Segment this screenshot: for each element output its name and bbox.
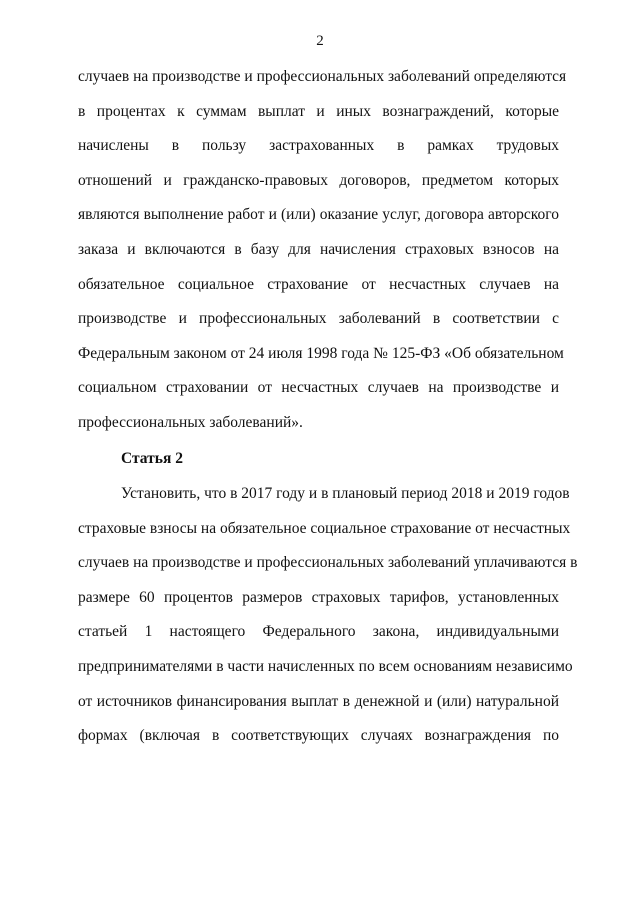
text-line: случаев на производстве и профессиональных заболеваний уплачиваются в (78, 554, 578, 572)
text-line: Федеральным законом от 24 июля 1998 года № 125-ФЗ «Об обязательном (78, 344, 564, 362)
text-line: от источников финансирования выплат в денежной и (или) натуральной (78, 692, 559, 710)
text-line: формах (включая в соответствующих случаях вознаграждения по (78, 727, 559, 745)
article-2-paragraph (78, 484, 578, 761)
text-line: производстве и профессиональных заболеваний в соответствии с (78, 310, 559, 328)
text-line: начислены в пользу застрахованных в рамках трудовых (78, 137, 559, 155)
text-line: случаев на производстве и профессиональных заболеваний определяются (78, 68, 567, 85)
text-line: статьей 1 настоящего Федерального закона, индивидуальными (78, 623, 559, 641)
article-heading: Статья 2 (121, 450, 183, 467)
text-line: размере 60 процентов размеров страховых тарифов, установленных (78, 588, 559, 606)
page-number: 2 (316, 33, 324, 49)
text-line: отношений и гражданско-правовых договоров, предметом которых (78, 171, 559, 189)
text-line: являются выполнение работ и (или) оказание услуг, договора авторского (78, 206, 559, 224)
text-line: предпринимателями в части начисленных по всем основаниям независимо (78, 657, 573, 675)
text-line: страховые взносы на обязательное социальное страхование от несчастных (78, 519, 571, 537)
paragraph-continuation (78, 67, 567, 448)
text-line: социальном страховании от несчастных случаев на производстве и (78, 379, 559, 397)
text-line: заказа и включаются в базу для начисления страховых взносов на (78, 240, 559, 258)
text-line: профессиональных заболеваний». (78, 413, 303, 431)
text-line: Установить, что в 2017 году и в плановый период 2018 и 2019 годов (121, 485, 570, 502)
text-line: в процентах к суммам выплат и иных вознаграждений, которые (78, 102, 559, 120)
text-line: обязательное социальное страхование от несчастных случаев на (78, 275, 559, 293)
